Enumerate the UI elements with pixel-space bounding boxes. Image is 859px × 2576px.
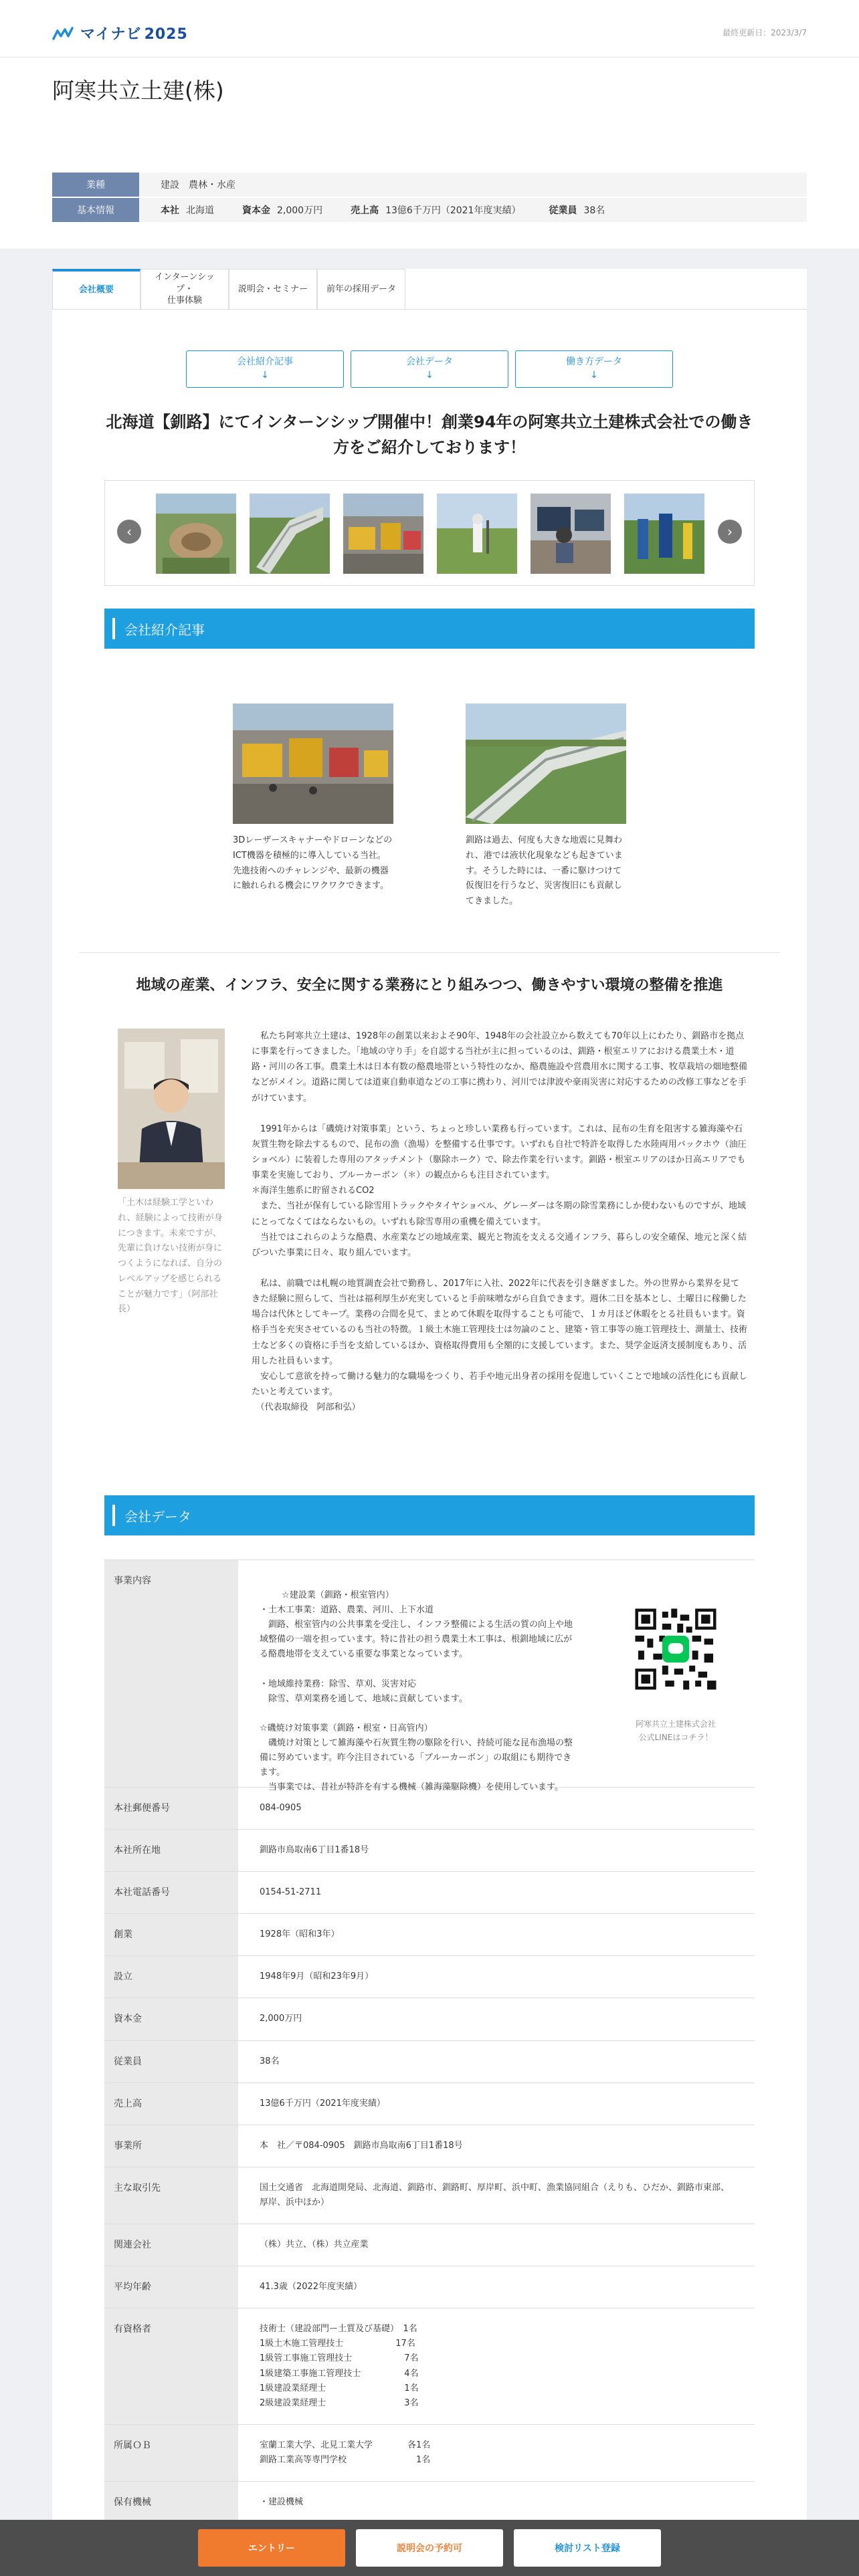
row-label: 設立	[104, 1956, 238, 1998]
row-label: 関連会社	[104, 2224, 238, 2266]
entry-button[interactable]: エントリー	[198, 2529, 345, 2567]
company-name: 阿寒共立土建(株)	[52, 78, 224, 104]
anchor-articles-button[interactable]	[186, 350, 344, 388]
row-label: 主な取引先	[104, 2167, 238, 2224]
row-value: 1928年（昭和3年）	[260, 1929, 340, 1940]
carousel-photo[interactable]	[531, 494, 611, 574]
carousel-photo[interactable]	[624, 494, 704, 574]
message-title: 地域の産業、インフラ、安全に関する業務にとり組みつつ、働きやすい環境の整備を推進	[136, 977, 723, 994]
carousel-prev-button[interactable]: ‹	[117, 520, 141, 544]
carousel-photo[interactable]	[156, 494, 236, 574]
row-value: 13億6千万円（2021年度実績）	[260, 2098, 385, 2109]
info-row-industry	[52, 173, 807, 197]
row-value: 0154-51-2711	[260, 1887, 322, 1898]
row-value: 室蘭工業大学、北見工業大学 各1名 釧路工業高等専門学校 1名	[260, 2440, 431, 2465]
row-label: 事業内容	[104, 1560, 238, 1787]
section-heading-company-data: 会社データ	[104, 1495, 755, 1535]
row-label: 従業員	[104, 2041, 238, 2082]
table-row	[104, 1914, 755, 1956]
info-value: 建設 農林・水産	[161, 180, 235, 191]
carousel-photo[interactable]	[437, 494, 517, 574]
info-label: 業種	[52, 173, 139, 197]
table-row	[104, 2125, 755, 2167]
carousel-photo[interactable]	[343, 494, 423, 574]
row-value: （株）共立、（株）共立産業	[260, 2240, 369, 2250]
info-row-basic	[52, 198, 807, 222]
article-card[interactable]	[466, 704, 626, 909]
article-card[interactable]	[233, 704, 393, 894]
seminar-reserve-button[interactable]: 説明会の予約可	[356, 2529, 503, 2567]
table-row	[104, 2482, 755, 2524]
tab-divider	[52, 309, 807, 310]
down-arrow-icon: ↓	[425, 370, 434, 381]
anchor-work-style-button[interactable]	[515, 350, 673, 388]
site-header	[0, 0, 859, 58]
tab-recruit-data[interactable]: 前年の採用データ	[317, 269, 405, 309]
info-val: 北海道	[186, 205, 214, 216]
row-value: 41.3歳（2022年度実績）	[260, 2282, 363, 2292]
anchor-label: 会社紹介記事	[237, 356, 293, 368]
row-value: ・建設機械	[260, 2496, 304, 2507]
row-label: 有資格者	[104, 2309, 238, 2424]
mynavi-logo[interactable]	[52, 23, 188, 43]
table-row	[104, 2224, 755, 2266]
tab-bar	[52, 269, 405, 309]
table-row	[104, 1956, 755, 1998]
article-photo	[233, 704, 393, 824]
anchor-label: 会社データ	[406, 356, 453, 368]
row-label: 所属ＯＢ	[104, 2425, 238, 2481]
section-heading-articles: 会社紹介記事	[104, 609, 755, 649]
line-qr-caption: 阿寒共立土建株式会社 公式LINEはコチラ！	[635, 1719, 716, 1742]
president-caption: 「土木は経験工学といわれ、経験によって技術が身につきます。未来ですが、先輩に負けない技術が身につくようになれば、自分のレベルアップを感じられることが魅力です」（阿部社長）	[118, 1198, 223, 1315]
down-arrow-icon: ↓	[261, 370, 269, 381]
down-arrow-icon: ↓	[590, 370, 598, 381]
business-description: ☆建設業（釧路・根室管内） ・土木工事業：道路、農業、河川、上下水道 釧路、根室管内の公共事業を受注し、インフラ整備による生活の質の向上や地 域整備の一端を担っています。特に昔社の担う農業土木工事は、根釧地域に広が る酪農地帯を支えている重要な事業となっています。 ・地域維持業務：除雪、草刈、災害対応 除雪、草刈業務を通して、地域に貢献しています。 ☆磯焼け対策事業（釧路・根室・日高管内） 磯焼け対策として雑海藻や石灰質生物の駆除を行い、持続可能な昆布漁場の整 備に努めています。昨今注目されている「ブルーカーボン」の取組にも期待でき ます。 当事業では、昔社が特許を有する機械（雑海藻駆除機）を使用しています。	[260, 1590, 573, 1793]
line-qr-code-icon	[632, 1606, 719, 1693]
article-caption: 3Dレーザースキャナーやドローンなどの ICT機器を積極的に導入している当社。先進技術へのチャレンジや、最新の機器に触れられる機会にワクワクできます。	[233, 835, 393, 891]
info-val: 13億6千万円（2021年度実績）	[385, 205, 521, 216]
row-label: 本社所在地	[104, 1830, 238, 1871]
table-row	[104, 1788, 755, 1830]
add-to-list-button[interactable]: 検討リスト登録	[514, 2529, 661, 2567]
carousel-photo[interactable]	[250, 494, 330, 574]
info-key: 従業員	[549, 205, 577, 216]
row-value: 084-0905	[260, 1803, 302, 1813]
row-label: 創業	[104, 1914, 238, 1955]
row-value: 本 社／〒084-0905 釧路市鳥取南6丁目1番18号	[260, 2140, 463, 2151]
carousel-thumbs	[156, 494, 704, 574]
article-photo	[466, 704, 626, 824]
tab-company-overview[interactable]: 会社概要	[52, 269, 140, 309]
row-value: 国土交通省 北海道開発局、北海道、釧路市、釧路町、厚岸町、浜中町、漁業協同組合（えりも、ひだか、釧路市東部、厚岸、浜中ほか）	[260, 2182, 730, 2208]
mynavi-logo-icon	[52, 27, 75, 40]
logo-text: マイナビ	[80, 26, 142, 43]
article-caption: 釧路は過去、何度も大きな地震に見舞われ、港では液状化現象なども起きています。そうした時には、一番に駆けつけて仮復旧を行うなど、災害復旧にも貢献してきました。	[466, 835, 623, 906]
president-photo	[118, 1029, 225, 1189]
section-divider	[79, 952, 780, 953]
anchor-nav	[186, 350, 673, 388]
catch-headline: 北海道【釧路】にてインターンシップ開催中！創業94年の阿寒共立土建株式会社での働き方をご紹介しております！	[106, 413, 753, 457]
row-label: 資本金	[104, 1998, 238, 2040]
row-label: 本社郵便番号	[104, 1788, 238, 1829]
table-row	[104, 1560, 755, 1793]
carousel-next-button[interactable]: ›	[718, 520, 742, 544]
company-data-table	[104, 1560, 755, 2524]
company-info-table	[52, 173, 807, 223]
row-value: 38名	[260, 2056, 280, 2066]
table-row	[104, 2167, 755, 2224]
row-value: 2,000万円	[260, 2014, 302, 2024]
anchor-label: 働き方データ	[566, 356, 622, 368]
tab-seminar[interactable]: 説明会・セミナー	[229, 269, 317, 309]
table-row	[104, 1998, 755, 2040]
tab-internship[interactable]: インターンシップ・ 仕事体験	[140, 269, 229, 309]
table-row	[104, 1872, 755, 1914]
anchor-company-data-button[interactable]	[351, 350, 508, 388]
footer-action-bar	[0, 2520, 859, 2576]
info-val: 2,000万円	[277, 205, 323, 216]
message-body: 私たち阿寒共立土建は、1928年の創業以来およそ90年、1948年の会社設立から数えても70年以上にわたり、釧路市を拠点に事業を行ってきました。「地域の守り手」を自認する当社が主に担っているのは、釧路・根室エリアにおける農業土木・道路・河川の各工事。農業土木は日本有数の酪農地帯という特性のなか、酪農施設や営農用水に関する工事、牧草栽培の畑地整備などがメイン。道路に関しては道東自動車道などの工事に携わり、河川では津波や豪雨災害に対応するための改修工事などを手がけています。 1991年からは「磯焼け対策事業」という、ちょっと珍しい業務も行っています。これは、昆布の生育を阻害する雑海藻や石灰質生物を除去するもので、昆布の漁（漁場）を整備する仕事です。いずれも自社で特許を取得した水陸両用バックホウ（油圧ショベル）に装着した専用のアタッチメント（駆除ホーク）で、除去作業を行います。釧路・根室エリアのほか日高エリアでも事業を実施しており、ブルーカーボン（＊）の観点からも注目されています。 ＊海洋生態系に貯留されるCO2 また、当社が保有している除雪用トラックやタイヤショベル、グレーダーは冬期の除雪業務にしか使わないものですが、地域にとってなくてはならないもの。いずれも除雪専用の重機を備えています。 当社ではこれらのような酪農、水産業などの地域産業、観光と物流を支える交通インフラ、暮らしの安全確保、地元と深く結びついた事業に日々、取り組んでいます。 私は、前職では札幌の地質調査会社で勤務し、2017年に入社、2022年に代表を引き継ぎました。外の世界から業界を見てきた経験に照らして、当社は福利厚生が充実していると手前味噌ながら自負できます。週休二日を基本とし、土曜日に稼働した場合は代休としてキープ。業務の合間を見て、まとめて休暇を取得することも可能で、１カ月ほど休暇をとる社員もいます。資格手当を充実させているのも当社の特徴。１級土木施工管理技士は勿論のこと、建築・管工事等の施工管理技士、測量士、技術士など多くの資格に手当を支給しているほか、資格取得費用も全額的に支援しています。また、奨学金返済支援制度もあり、活用した社員もいます。 安心して意欲を持って働ける魅力的な職場をつくり、若手や地元出身者の採用を促進していくことで地域の活性化にも貢献したいと考えています。 （代表取締役 阿部和弘）	[252, 1031, 748, 1412]
last-updated: 最終更新日：2023/3/7	[723, 28, 807, 37]
row-value: 釧路市鳥取南6丁目1番18号	[260, 1845, 369, 1856]
line-qr-block[interactable]	[629, 1576, 723, 1774]
row-label: 事業所	[104, 2125, 238, 2167]
table-row	[104, 1830, 755, 1872]
row-label: 平均年齢	[104, 2266, 238, 2308]
row-value: 1948年9月（昭和23年9月）	[260, 1971, 374, 1982]
main-panel	[52, 269, 807, 2543]
info-label: 基本情報	[52, 198, 139, 222]
table-row	[104, 2083, 755, 2125]
info-key: 資本金	[242, 205, 270, 216]
table-row	[104, 2425, 755, 2482]
table-row	[104, 2041, 755, 2083]
row-label: 保有機械	[104, 2482, 238, 2523]
info-val: 38名	[583, 205, 605, 216]
row-value: 技術士（建設部門ー土質及び基礎） 1名 1級土木施工管理技士 17名 1級管工事施工管理技士 7名 1級建築工事施工管理技士 4名 1級建設業経理士 1名 2級建設業経理士 3名	[260, 2324, 419, 2408]
info-value	[139, 198, 605, 222]
logo-year: 2025	[144, 26, 188, 43]
photo-carousel	[104, 480, 755, 586]
table-row	[104, 2266, 755, 2309]
info-key: 本社	[161, 205, 179, 216]
table-row	[104, 2309, 755, 2425]
row-label: 売上高	[104, 2083, 238, 2125]
row-label: 本社電話番号	[104, 1872, 238, 1913]
company-header	[0, 58, 859, 249]
info-key: 売上高	[351, 205, 379, 216]
row-value	[238, 1560, 755, 1793]
